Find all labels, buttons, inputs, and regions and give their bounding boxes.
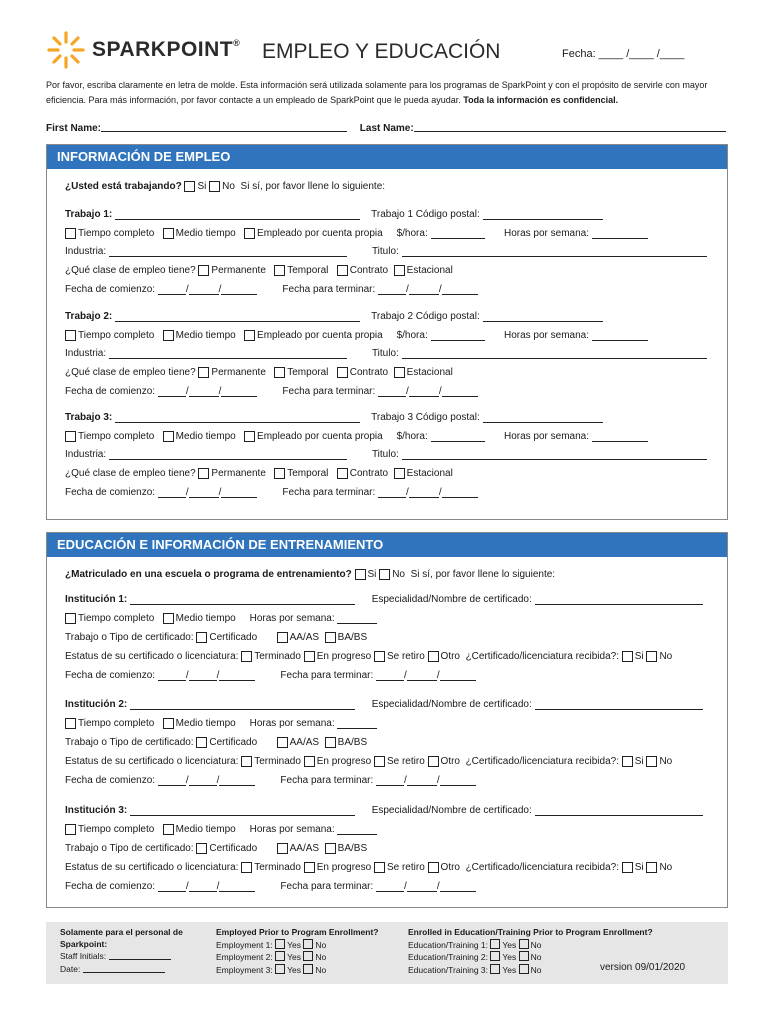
institution-3-label: Institución 3: (65, 805, 128, 816)
job-3-label: Trabajo 3: (65, 412, 113, 423)
job-3-contract-checkbox[interactable] (337, 468, 348, 479)
staff-footer (46, 922, 728, 984)
job-2-permanent-checkbox[interactable] (198, 367, 209, 378)
inst-1-finished-checkbox[interactable] (241, 651, 252, 662)
self-employed-label: Empleado por cuenta propia (257, 228, 383, 239)
job-1-temporary-checkbox[interactable] (274, 265, 285, 276)
job-1-full-time-checkbox[interactable] (65, 228, 76, 239)
inst-1-received-yes-checkbox[interactable] (622, 651, 633, 662)
inst-3-part-time-checkbox[interactable] (163, 824, 174, 835)
inst-3-start-d[interactable] (189, 882, 217, 892)
inst-1-ba-checkbox[interactable] (325, 632, 336, 643)
inst-1-received-no-checkbox[interactable] (646, 651, 657, 662)
job-2-field[interactable] (115, 312, 360, 322)
inst-3-finished-checkbox[interactable] (241, 862, 252, 873)
last-name-field[interactable] (414, 122, 726, 132)
part-time-label: Medio tiempo (175, 330, 236, 341)
inst-3-end-m[interactable] (376, 882, 404, 892)
other-label: Otro (440, 756, 460, 767)
job-1-zip-label: Trabajo 1 Código postal: (371, 209, 480, 220)
hourly-label: $/hora: (396, 330, 428, 341)
working-yes-label: Si (197, 181, 207, 192)
inst-2-progress-checkbox[interactable] (304, 756, 315, 767)
cert-type-label: Trabajo o Tipo de certificado: (65, 737, 194, 748)
enrolled-instructions: Si sí, por favor llene lo siguiente: (410, 569, 556, 580)
education-3-label: Education/Training 3: (408, 964, 489, 975)
title-label: Titulo: (371, 348, 399, 359)
inst-3-end-d[interactable] (407, 882, 437, 892)
job-3-zip-field[interactable] (483, 413, 603, 423)
title-label: Titulo: (371, 246, 399, 257)
start-date-label: Fecha de comienzo: (65, 386, 156, 397)
education-section: EDUCACIÓN E INFORMACIÓN DE ENTRENAMIENTO ¿Matriculado en una escuela o programa de entrenamiento? Si No Si sí, por favor llene lo siguiente: Institución 1: Especialidad/Nombre de certificado: Tiempo completo Medio tiempo Horas por semana: Trabajo o Tipo de certificado: Certificado AA/AS BA/BS Estatus de su certificado o licenciatura: Terminado En progreso Se retiro Otro ¿Certificado/licenciatura recibida?: Si No Fecha de comienzo: / / Fecha para terminar: / / Institución 2: Especialidad/Nombre de certificado: Tiempo completo Medio tiempo Horas por semana: Trabajo o Tipo de certificado: Certificado AA/AS BA/BS Estatus de su certificado o licenciatura: Terminado En progreso Se retiro Otro ¿Certificado/licenciatura recibida?: Si No Fecha de comienzo: / / Fecha para terminar: / / Institución 3: Especialidad/Nombre de certificado: Tiempo completo Medio tiempo Horas por semana: Trabajo o Tipo de certificado: Certificado AA/AS BA/BS Estatus de su certificado o licenciatura: Terminado En progreso Se retiro Otro ¿Certificado/licenciatura recibida?: Si No Fecha de comienzo: / / Fecha para terminar: / / (46, 532, 728, 908)
no-label: No (530, 939, 542, 950)
yes-label: Yes (287, 964, 301, 975)
education-section-title: EDUCACIÓN E INFORMACIÓN DE ENTRENAMIENTO (47, 533, 727, 557)
working-yes-checkbox[interactable] (184, 181, 195, 192)
working-no-checkbox[interactable] (209, 181, 220, 192)
date-field[interactable]: Fecha: ____ /____ /____ (562, 48, 685, 60)
institution-2-label: Institución 2: (65, 699, 128, 710)
job-1-industry-field[interactable] (109, 247, 347, 257)
job-3-industry-field[interactable] (109, 450, 347, 460)
emp-3-no-checkbox[interactable] (303, 964, 313, 974)
job-2-start-y[interactable] (221, 387, 257, 397)
job-2-start-d[interactable] (189, 387, 219, 397)
hours-label: Horas por semana: (249, 824, 335, 835)
job-1-start-y[interactable] (221, 285, 257, 295)
institution-3-field[interactable] (130, 806, 355, 816)
job-1-field[interactable] (115, 210, 360, 220)
finished-label: Terminado (254, 756, 301, 767)
yes-label: Yes (287, 952, 301, 962)
ba-label: BA/BS (337, 843, 368, 854)
job-3-seasonal-checkbox[interactable] (394, 468, 405, 479)
inst-2-cert-checkbox[interactable] (196, 737, 207, 748)
end-date-label: Fecha para terminar: (280, 881, 374, 892)
yes-label: Yes (502, 964, 517, 975)
seasonal-label: Estacional (406, 468, 453, 479)
hourly-label: $/hora: (396, 228, 428, 239)
inst-1-start-m[interactable] (158, 671, 186, 681)
received-no-label: No (659, 651, 673, 662)
employment-section: INFORMACIÓN DE EMPLEO ¿Usted está trabajando? Si No Si sí, por favor llene lo siguiente: Trabajo 1: Trabajo 1 Código postal: Tiempo completo Medio tiempo Empleado por cuenta propia $/hora: Horas por semana: Industria: Titulo: ¿Qué clase de empleo tiene? Permanente Temporal Contrato Estacional Fecha de comienzo: / / Fecha para terminar: / / Trabajo 2: Trabajo 2 Código postal: Tiempo completo Medio tiempo Empleado por cuenta propia $/hora: Horas por semana: Industria: Titulo: ¿Qué clase de empleo tiene? Permanente Temporal Contrato Estacional Fecha de comienzo: / / Fecha para terminar: / / Trabajo 3: Trabajo 3 Código postal: Tiempo completo Medio tiempo Empleado por cuenta propia $/hora: Horas por semana: Industria: Titulo: ¿Qué clase de empleo tiene? Permanente Temporal Contrato Estacional Fecha de comienzo: / / Fecha para terminar: / / (46, 144, 728, 520)
inst-1-end-m[interactable] (376, 671, 404, 681)
inst-2-start-m[interactable] (158, 776, 186, 786)
industry-label: Industria: (65, 449, 107, 460)
inst-1-hours-field[interactable] (337, 614, 377, 624)
cert-label: Certificado (209, 737, 258, 748)
staff-date-field[interactable] (83, 963, 165, 973)
job-2-contract-checkbox[interactable] (337, 367, 348, 378)
job-2-hours-field[interactable] (592, 331, 648, 341)
job-2-seasonal-checkbox[interactable] (394, 367, 405, 378)
job-3-end-m[interactable] (378, 488, 406, 498)
cert-label: Certificado (209, 843, 258, 854)
hours-label: Horas por semana: (249, 718, 335, 729)
enrolled-question: ¿Matriculado en una escuela o programa de entrenamiento? (65, 569, 352, 580)
inst-1-part-time-checkbox[interactable] (163, 613, 174, 624)
inst-2-end-m[interactable] (376, 776, 404, 786)
edu-2-no-checkbox[interactable] (519, 951, 529, 961)
specialty-label: Especialidad/Nombre de certificado: (371, 805, 532, 816)
enrolled-no-label: No (392, 569, 405, 580)
inst-3-aa-checkbox[interactable] (277, 843, 288, 854)
no-label: No (530, 952, 542, 962)
hours-label: Horas por semana: (503, 330, 590, 341)
inst-2-end-y[interactable] (440, 776, 476, 786)
ba-label: BA/BS (337, 737, 368, 748)
part-time-label: Medio tiempo (175, 824, 236, 835)
emp-1-yes-checkbox[interactable] (275, 939, 285, 949)
permanent-label: Permanente (211, 367, 266, 378)
hours-label: Horas por semana: (503, 228, 590, 239)
job-2-title-field[interactable] (402, 349, 707, 359)
staff-date-label: Date: (60, 963, 81, 974)
institution-2-specialty-field[interactable] (535, 700, 703, 710)
retired-label: Se retiro (386, 862, 425, 873)
enrolled-no-checkbox[interactable] (379, 569, 390, 580)
job-2-hourly-field[interactable] (431, 331, 485, 341)
full-time-label: Tiempo completo (78, 228, 155, 239)
job-1-start-d[interactable] (189, 285, 219, 295)
inst-1-start-d[interactable] (189, 671, 217, 681)
finished-label: Terminado (254, 862, 301, 873)
received-label: ¿Certificado/licenciatura recibida?: (465, 862, 619, 873)
inst-3-other-checkbox[interactable] (428, 862, 439, 873)
working-instructions: Si sí, por favor llene lo siguiente: (240, 181, 386, 192)
start-date-label: Fecha de comienzo: (65, 284, 156, 295)
yes-label: Yes (287, 939, 301, 950)
inst-1-other-checkbox[interactable] (428, 651, 439, 662)
job-3-start-m[interactable] (158, 488, 186, 498)
job-1-title-field[interactable] (402, 247, 707, 257)
inst-2-start-d[interactable] (189, 776, 217, 786)
cert-label: Certificado (209, 632, 258, 643)
inst-2-received-yes-checkbox[interactable] (622, 756, 633, 767)
inst-3-start-m[interactable] (158, 882, 186, 892)
institution-1-label: Institución 1: (65, 594, 128, 605)
received-label: ¿Certificado/licenciatura recibida?: (465, 651, 619, 662)
form-title: EMPLEO Y EDUCACIÓN (262, 40, 501, 63)
working-no-label: No (222, 181, 235, 192)
part-time-label: Medio tiempo (175, 613, 236, 624)
last-name-label: Last Name: (359, 123, 414, 134)
job-3-title-field[interactable] (402, 450, 707, 460)
hours-label: Horas por semana: (503, 431, 590, 442)
job-3-temporary-checkbox[interactable] (274, 468, 285, 479)
job-3-hours-field[interactable] (592, 432, 648, 442)
inst-3-progress-checkbox[interactable] (304, 862, 315, 873)
emp-3-yes-checkbox[interactable] (275, 964, 285, 974)
specialty-label: Especialidad/Nombre de certificado: (371, 699, 532, 710)
inst-2-finished-checkbox[interactable] (241, 756, 252, 767)
job-1-end-d[interactable] (409, 285, 439, 295)
job-1-seasonal-checkbox[interactable] (394, 265, 405, 276)
job-3-self-checkbox[interactable] (244, 431, 255, 442)
no-label: No (315, 939, 327, 950)
ba-label: BA/BS (337, 632, 368, 643)
job-3-end-y[interactable] (442, 488, 478, 498)
staff-initials-label: Staff Initials: (60, 951, 107, 961)
institution-3-specialty-field[interactable] (535, 806, 703, 816)
full-time-label: Tiempo completo (78, 613, 155, 624)
edu-3-yes-checkbox[interactable] (490, 964, 500, 974)
job-1-self-checkbox[interactable] (244, 228, 255, 239)
no-label: No (530, 964, 542, 975)
industry-label: Industria: (65, 246, 107, 257)
cert-type-label: Trabajo o Tipo de certificado: (65, 843, 194, 854)
aa-label: AA/AS (289, 843, 320, 854)
inst-3-start-y[interactable] (219, 882, 255, 892)
inst-3-received-yes-checkbox[interactable] (622, 862, 633, 873)
institution-2-field[interactable] (130, 700, 355, 710)
self-employed-label: Empleado por cuenta propia (257, 431, 383, 442)
emp-1-no-checkbox[interactable] (303, 939, 313, 949)
inst-3-ba-checkbox[interactable] (325, 843, 336, 854)
temporary-label: Temporal (287, 468, 329, 479)
job-2-industry-field[interactable] (109, 349, 347, 359)
part-time-label: Medio tiempo (175, 718, 236, 729)
edu-3-no-checkbox[interactable] (519, 964, 529, 974)
yes-label: Yes (502, 939, 517, 950)
other-label: Otro (440, 651, 460, 662)
emp-2-yes-checkbox[interactable] (275, 951, 285, 961)
job-1-end-y[interactable] (442, 285, 478, 295)
start-date-label: Fecha de comienzo: (65, 487, 156, 498)
in-progress-label: En progreso (316, 756, 372, 767)
contract-label: Contrato (349, 468, 389, 479)
received-yes-label: Si (634, 862, 644, 873)
received-no-label: No (659, 756, 673, 767)
emp-2-no-checkbox[interactable] (303, 951, 313, 961)
inst-2-start-y[interactable] (219, 776, 255, 786)
working-question: ¿Usted está trabajando? (65, 181, 182, 192)
job-3-part-time-checkbox[interactable] (163, 431, 174, 442)
job-2-temporary-checkbox[interactable] (274, 367, 285, 378)
end-date-label: Fecha para terminar: (282, 284, 376, 295)
inst-3-retired-checkbox[interactable] (374, 862, 385, 873)
cert-type-label: Trabajo o Tipo de certificado: (65, 632, 194, 643)
start-date-label: Fecha de comienzo: (65, 670, 156, 681)
inst-1-progress-checkbox[interactable] (304, 651, 315, 662)
end-date-label: Fecha para terminar: (280, 775, 374, 786)
end-date-label: Fecha para terminar: (282, 386, 376, 397)
edu-2-yes-checkbox[interactable] (490, 951, 500, 961)
job-3-hourly-field[interactable] (431, 432, 485, 442)
job-3-permanent-checkbox[interactable] (198, 468, 209, 479)
full-time-label: Tiempo completo (78, 330, 155, 341)
job-1-end-m[interactable] (378, 285, 406, 295)
permanent-label: Permanente (211, 265, 266, 276)
inst-2-part-time-checkbox[interactable] (163, 718, 174, 729)
self-employed-label: Empleado por cuenta propia (257, 330, 383, 341)
job-2-label: Trabajo 2: (65, 311, 113, 322)
job-3-start-d[interactable] (189, 488, 219, 498)
employment-type-question: ¿Qué clase de empleo tiene? (65, 265, 196, 276)
temporary-label: Temporal (287, 265, 329, 276)
inst-3-full-time-checkbox[interactable] (65, 824, 76, 835)
job-1-permanent-checkbox[interactable] (198, 265, 209, 276)
employed-prior-question: Employed Prior to Program Enrollment? (216, 927, 379, 937)
staff-initials-field[interactable] (109, 950, 171, 960)
employment-2-label: Employment 2: (216, 952, 273, 962)
employment-3-label: Employment 3: (216, 964, 273, 975)
no-label: No (315, 964, 327, 975)
status-label: Estatus de su certificado o licenciatura: (65, 651, 239, 662)
status-label: Estatus de su certificado o licenciatura: (65, 862, 239, 873)
hourly-label: $/hora: (396, 431, 428, 442)
inst-1-cert-checkbox[interactable] (196, 632, 207, 643)
temporary-label: Temporal (287, 367, 329, 378)
inst-2-aa-checkbox[interactable] (277, 737, 288, 748)
seasonal-label: Estacional (406, 367, 453, 378)
inst-1-retired-checkbox[interactable] (374, 651, 385, 662)
contract-label: Contrato (349, 367, 389, 378)
inst-3-cert-checkbox[interactable] (196, 843, 207, 854)
full-time-label: Tiempo completo (78, 718, 155, 729)
inst-2-end-d[interactable] (407, 776, 437, 786)
employment-type-question: ¿Qué clase de empleo tiene? (65, 468, 196, 479)
in-progress-label: En progreso (316, 862, 372, 873)
enrolled-prior-question: Enrolled in Education/Training Prior to Program Enrollment? (408, 927, 653, 937)
end-date-label: Fecha para terminar: (282, 487, 376, 498)
hours-label: Horas por semana: (249, 613, 335, 624)
aa-label: AA/AS (289, 737, 320, 748)
job-3-full-time-checkbox[interactable] (65, 431, 76, 442)
inst-1-end-y[interactable] (440, 671, 476, 681)
job-3-zip-label: Trabajo 3 Código postal: (371, 412, 480, 423)
inst-1-full-time-checkbox[interactable] (65, 613, 76, 624)
edu-1-yes-checkbox[interactable] (490, 939, 500, 949)
job-1-contract-checkbox[interactable] (337, 265, 348, 276)
inst-3-hours-field[interactable] (337, 825, 377, 835)
seasonal-label: Estacional (406, 265, 453, 276)
enrolled-yes-checkbox[interactable] (355, 569, 366, 580)
start-date-label: Fecha de comienzo: (65, 775, 156, 786)
employment-type-question: ¿Qué clase de empleo tiene? (65, 367, 196, 378)
part-time-label: Medio tiempo (175, 431, 236, 442)
education-1-label: Education/Training 1: (408, 939, 489, 950)
inst-2-full-time-checkbox[interactable] (65, 718, 76, 729)
no-label: No (315, 952, 327, 962)
version-label: version 09/01/2020 (600, 962, 686, 973)
inst-2-retired-checkbox[interactable] (374, 756, 385, 767)
in-progress-label: En progreso (316, 651, 372, 662)
job-2-zip-field[interactable] (483, 312, 603, 322)
job-3-end-d[interactable] (409, 488, 439, 498)
job-1-hours-field[interactable] (592, 229, 648, 239)
full-time-label: Tiempo completo (78, 824, 155, 835)
title-label: Titulo: (371, 449, 399, 460)
job-2-end-y[interactable] (442, 387, 478, 397)
job-1-hourly-field[interactable] (431, 229, 485, 239)
industry-label: Industria: (65, 348, 107, 359)
permanent-label: Permanente (211, 468, 266, 479)
education-2-label: Education/Training 2: (408, 952, 489, 962)
first-name-label: First Name: (46, 123, 102, 134)
other-label: Otro (440, 862, 460, 873)
retired-label: Se retiro (386, 651, 425, 662)
enrolled-yes-label: Si (367, 569, 377, 580)
staff-only-label: Solamente para el personal de Sparkpoint: (60, 927, 183, 949)
first-name-field[interactable] (101, 122, 347, 132)
sparkpoint-logo-icon (46, 30, 86, 70)
inst-1-start-y[interactable] (219, 671, 255, 681)
received-yes-label: Si (634, 756, 644, 767)
aa-label: AA/AS (289, 632, 320, 643)
received-no-label: No (659, 862, 673, 873)
finished-label: Terminado (254, 651, 301, 662)
job-1-part-time-checkbox[interactable] (163, 228, 174, 239)
inst-2-hours-field[interactable] (337, 719, 377, 729)
employment-section-title: INFORMACIÓN DE EMPLEO (47, 145, 727, 169)
intro-text: Por favor, escriba claramente en letra de molde. Esta información será utilizada solamente para los programas de SparkPoint y con el propósito de servirle con mayor eficiencia. Para más información, por favor contacte a un empleado de SparkPoint que le pueda ayudar. Toda la información es confidencial. (46, 80, 708, 105)
end-date-label: Fecha para terminar: (280, 670, 374, 681)
employment-1-label: Employment 1: (216, 939, 273, 950)
job-3-start-y[interactable] (221, 488, 257, 498)
part-time-label: Medio tiempo (175, 228, 236, 239)
institution-1-field[interactable] (130, 595, 355, 605)
specialty-label: Especialidad/Nombre de certificado: (371, 594, 532, 605)
inst-2-other-checkbox[interactable] (428, 756, 439, 767)
job-2-full-time-checkbox[interactable] (65, 330, 76, 341)
yes-label: Yes (502, 952, 517, 962)
job-2-part-time-checkbox[interactable] (163, 330, 174, 341)
edu-1-no-checkbox[interactable] (519, 939, 529, 949)
received-yes-label: Si (634, 651, 644, 662)
job-1-start-m[interactable] (158, 285, 186, 295)
job-1-label: Trabajo 1: (65, 209, 113, 220)
inst-3-end-y[interactable] (440, 882, 476, 892)
institution-1-specialty-field[interactable] (535, 595, 703, 605)
retired-label: Se retiro (386, 756, 425, 767)
inst-3-received-no-checkbox[interactable] (646, 862, 657, 873)
full-time-label: Tiempo completo (78, 431, 155, 442)
contract-label: Contrato (349, 265, 389, 276)
job-2-zip-label: Trabajo 2 Código postal: (371, 311, 480, 322)
names-row (46, 122, 726, 134)
inst-1-aa-checkbox[interactable] (277, 632, 288, 643)
job-2-self-checkbox[interactable] (244, 330, 255, 341)
job-3-field[interactable] (115, 413, 360, 423)
brand-name: SPARKPOINT® (92, 38, 241, 61)
job-1-zip-field[interactable] (483, 210, 603, 220)
start-date-label: Fecha de comienzo: (65, 881, 156, 892)
received-label: ¿Certificado/licenciatura recibida?: (465, 756, 619, 767)
job-2-start-m[interactable] (158, 387, 186, 397)
inst-1-end-d[interactable] (407, 671, 437, 681)
status-label: Estatus de su certificado o licenciatura: (65, 756, 239, 767)
inst-2-ba-checkbox[interactable] (325, 737, 336, 748)
job-2-end-d[interactable] (409, 387, 439, 397)
inst-2-received-no-checkbox[interactable] (646, 756, 657, 767)
job-2-end-m[interactable] (378, 387, 406, 397)
